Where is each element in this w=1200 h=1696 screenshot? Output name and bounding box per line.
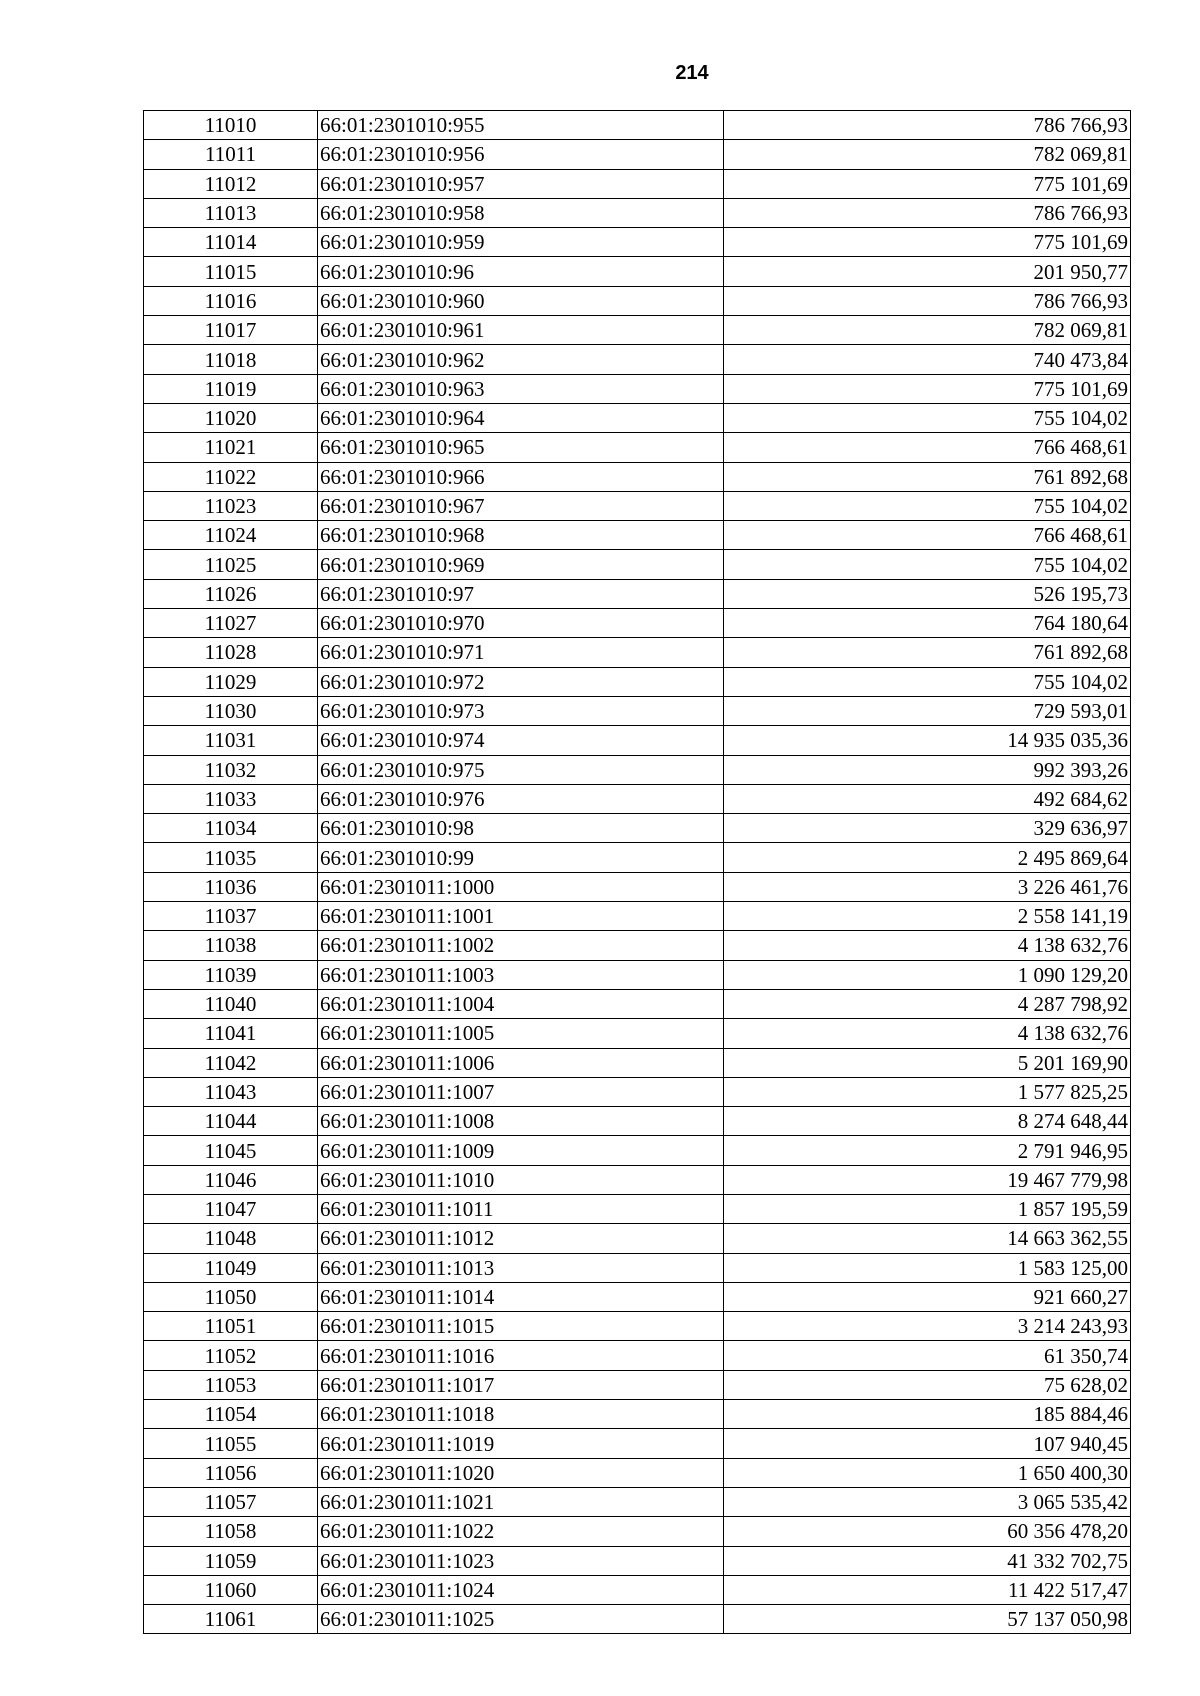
row-number-cell: 11042 — [144, 1048, 318, 1077]
cadastral-number-cell: 66:01:2301010:956 — [318, 140, 724, 169]
row-number-cell: 11011 — [144, 140, 318, 169]
cadastral-value-cell: 729 593,01 — [724, 696, 1131, 725]
table-row — [144, 579, 1131, 608]
cadastral-value-cell: 60 356 478,20 — [724, 1517, 1131, 1546]
cadastral-number-cell: 66:01:2301010:975 — [318, 755, 724, 784]
cadastral-number-cell: 66:01:2301011:1005 — [318, 1019, 724, 1048]
cadastral-number-cell: 66:01:2301010:970 — [318, 609, 724, 638]
cadastral-number-cell: 66:01:2301010:961 — [318, 316, 724, 345]
cadastral-value-cell: 755 104,02 — [724, 491, 1131, 520]
cadastral-number-cell: 66:01:2301011:1009 — [318, 1136, 724, 1165]
table-row — [144, 814, 1131, 843]
row-number-cell: 11021 — [144, 433, 318, 462]
table-row — [144, 843, 1131, 872]
cadastral-number-cell: 66:01:2301011:1008 — [318, 1107, 724, 1136]
row-number-cell: 11040 — [144, 989, 318, 1018]
cadastral-value-cell: 786 766,93 — [724, 111, 1131, 140]
table-row — [144, 1165, 1131, 1194]
cadastral-number-cell: 66:01:2301011:1018 — [318, 1400, 724, 1429]
table-row — [144, 1224, 1131, 1253]
table-row — [144, 286, 1131, 315]
table-row — [144, 902, 1131, 931]
cadastral-value-cell: 107 940,45 — [724, 1429, 1131, 1458]
cadastral-value-cell: 75 628,02 — [724, 1370, 1131, 1399]
cadastral-value-cell: 786 766,93 — [724, 198, 1131, 227]
cadastral-value-cell: 11 422 517,47 — [724, 1575, 1131, 1604]
cadastral-number-cell: 66:01:2301011:1007 — [318, 1077, 724, 1106]
cadastral-value-cell: 61 350,74 — [724, 1341, 1131, 1370]
table-row — [144, 755, 1131, 784]
row-number-cell: 11017 — [144, 316, 318, 345]
cadastral-number-cell: 66:01:2301010:964 — [318, 403, 724, 432]
cadastral-value-cell: 2 495 869,64 — [724, 843, 1131, 872]
cadastral-number-cell: 66:01:2301011:1024 — [318, 1575, 724, 1604]
table-row — [144, 1048, 1131, 1077]
cadastral-number-cell: 66:01:2301010:965 — [318, 433, 724, 462]
cadastral-value-cell: 992 393,26 — [724, 755, 1131, 784]
cadastral-number-cell: 66:01:2301011:1011 — [318, 1194, 724, 1223]
cadastral-value-cell: 8 274 648,44 — [724, 1107, 1131, 1136]
cadastral-value-cell: 1 650 400,30 — [724, 1458, 1131, 1487]
table-row — [144, 1312, 1131, 1341]
table-row — [144, 345, 1131, 374]
table-body — [144, 111, 1131, 1634]
table-row — [144, 784, 1131, 813]
cadastral-number-cell: 66:01:2301010:976 — [318, 784, 724, 813]
table-row — [144, 609, 1131, 638]
row-number-cell: 11032 — [144, 755, 318, 784]
row-number-cell: 11053 — [144, 1370, 318, 1399]
cadastral-number-cell: 66:01:2301010:959 — [318, 228, 724, 257]
cadastral-number-cell: 66:01:2301010:99 — [318, 843, 724, 872]
cadastral-value-cell: 740 473,84 — [724, 345, 1131, 374]
cadastral-number-cell: 66:01:2301011:1014 — [318, 1282, 724, 1311]
cadastral-number-cell: 66:01:2301011:1020 — [318, 1458, 724, 1487]
table-row — [144, 550, 1131, 579]
table-row — [144, 1282, 1131, 1311]
row-number-cell: 11051 — [144, 1312, 318, 1341]
row-number-cell: 11044 — [144, 1107, 318, 1136]
row-number-cell: 11045 — [144, 1136, 318, 1165]
cadastral-number-cell: 66:01:2301011:1000 — [318, 872, 724, 901]
row-number-cell: 11060 — [144, 1575, 318, 1604]
cadastral-number-cell: 66:01:2301010:957 — [318, 169, 724, 198]
cadastral-value-cell: 766 468,61 — [724, 433, 1131, 462]
table-row — [144, 1019, 1131, 1048]
table-row — [144, 1517, 1131, 1546]
table-row — [144, 403, 1131, 432]
cadastral-value-cell: 185 884,46 — [724, 1400, 1131, 1429]
cadastral-value-cell: 14 935 035,36 — [724, 726, 1131, 755]
table-row — [144, 726, 1131, 755]
row-number-cell: 11013 — [144, 198, 318, 227]
table-row — [144, 696, 1131, 725]
row-number-cell: 11047 — [144, 1194, 318, 1223]
cadastral-number-cell: 66:01:2301010:966 — [318, 462, 724, 491]
cadastral-number-cell: 66:01:2301011:1025 — [318, 1605, 724, 1634]
cadastral-value-cell: 1 583 125,00 — [724, 1253, 1131, 1282]
row-number-cell: 11018 — [144, 345, 318, 374]
cadastral-value-table — [143, 110, 1131, 1634]
cadastral-value-cell: 764 180,64 — [724, 609, 1131, 638]
row-number-cell: 11029 — [144, 667, 318, 696]
cadastral-value-cell: 4 287 798,92 — [724, 989, 1131, 1018]
row-number-cell: 11046 — [144, 1165, 318, 1194]
table-row — [144, 257, 1131, 286]
cadastral-value-cell: 329 636,97 — [724, 814, 1131, 843]
cadastral-number-cell: 66:01:2301011:1001 — [318, 902, 724, 931]
cadastral-number-cell: 66:01:2301011:1017 — [318, 1370, 724, 1399]
row-number-cell: 11055 — [144, 1429, 318, 1458]
table-row — [144, 1136, 1131, 1165]
cadastral-value-cell: 4 138 632,76 — [724, 931, 1131, 960]
row-number-cell: 11016 — [144, 286, 318, 315]
cadastral-number-cell: 66:01:2301010:96 — [318, 257, 724, 286]
table-row — [144, 228, 1131, 257]
cadastral-value-cell: 761 892,68 — [724, 638, 1131, 667]
table-row — [144, 433, 1131, 462]
row-number-cell: 11038 — [144, 931, 318, 960]
row-number-cell: 11012 — [144, 169, 318, 198]
cadastral-value-cell: 1 577 825,25 — [724, 1077, 1131, 1106]
table-row — [144, 140, 1131, 169]
cadastral-number-cell: 66:01:2301010:971 — [318, 638, 724, 667]
cadastral-value-cell: 775 101,69 — [724, 169, 1131, 198]
table-row — [144, 316, 1131, 345]
row-number-cell: 11061 — [144, 1605, 318, 1634]
cadastral-number-cell: 66:01:2301011:1003 — [318, 960, 724, 989]
cadastral-number-cell: 66:01:2301010:960 — [318, 286, 724, 315]
cadastral-number-cell: 66:01:2301011:1016 — [318, 1341, 724, 1370]
table-row — [144, 931, 1131, 960]
table-row — [144, 111, 1131, 140]
cadastral-number-cell: 66:01:2301011:1013 — [318, 1253, 724, 1282]
table-row — [144, 521, 1131, 550]
cadastral-value-cell: 3 065 535,42 — [724, 1487, 1131, 1516]
cadastral-number-cell: 66:01:2301010:969 — [318, 550, 724, 579]
cadastral-value-cell: 5 201 169,90 — [724, 1048, 1131, 1077]
cadastral-number-cell: 66:01:2301011:1010 — [318, 1165, 724, 1194]
row-number-cell: 11059 — [144, 1546, 318, 1575]
row-number-cell: 11033 — [144, 784, 318, 813]
cadastral-number-cell: 66:01:2301010:958 — [318, 198, 724, 227]
cadastral-number-cell: 66:01:2301010:97 — [318, 579, 724, 608]
row-number-cell: 11048 — [144, 1224, 318, 1253]
cadastral-value-cell: 782 069,81 — [724, 316, 1131, 345]
table-row — [144, 1400, 1131, 1429]
cadastral-value-cell: 201 950,77 — [724, 257, 1131, 286]
row-number-cell: 11041 — [144, 1019, 318, 1048]
row-number-cell: 11015 — [144, 257, 318, 286]
cadastral-number-cell: 66:01:2301011:1004 — [318, 989, 724, 1018]
cadastral-value-cell: 492 684,62 — [724, 784, 1131, 813]
cadastral-number-cell: 66:01:2301010:955 — [318, 111, 724, 140]
cadastral-value-cell: 2 558 141,19 — [724, 902, 1131, 931]
row-number-cell: 11019 — [144, 374, 318, 403]
row-number-cell: 11026 — [144, 579, 318, 608]
cadastral-number-cell: 66:01:2301011:1002 — [318, 931, 724, 960]
cadastral-number-cell: 66:01:2301010:974 — [318, 726, 724, 755]
row-number-cell: 11031 — [144, 726, 318, 755]
cadastral-number-cell: 66:01:2301010:973 — [318, 696, 724, 725]
table-row — [144, 1458, 1131, 1487]
row-number-cell: 11010 — [144, 111, 318, 140]
row-number-cell: 11035 — [144, 843, 318, 872]
table-row — [144, 1429, 1131, 1458]
table-row — [144, 989, 1131, 1018]
row-number-cell: 11034 — [144, 814, 318, 843]
table-row — [144, 1575, 1131, 1604]
table-row — [144, 1107, 1131, 1136]
row-number-cell: 11052 — [144, 1341, 318, 1370]
page-number: 214 — [675, 62, 709, 84]
cadastral-number-cell: 66:01:2301011:1019 — [318, 1429, 724, 1458]
row-number-cell: 11039 — [144, 960, 318, 989]
cadastral-value-cell: 921 660,27 — [724, 1282, 1131, 1311]
table-row — [144, 1546, 1131, 1575]
row-number-cell: 11058 — [144, 1517, 318, 1546]
table-row — [144, 169, 1131, 198]
row-number-cell: 11036 — [144, 872, 318, 901]
cadastral-value-cell: 1 090 129,20 — [724, 960, 1131, 989]
table-row — [144, 462, 1131, 491]
cadastral-value-cell: 526 195,73 — [724, 579, 1131, 608]
row-number-cell: 11027 — [144, 609, 318, 638]
cadastral-number-cell: 66:01:2301011:1012 — [318, 1224, 724, 1253]
table-row — [144, 1487, 1131, 1516]
cadastral-value-cell: 775 101,69 — [724, 374, 1131, 403]
table-row — [144, 872, 1131, 901]
cadastral-value-cell: 14 663 362,55 — [724, 1224, 1131, 1253]
cadastral-number-cell: 66:01:2301010:972 — [318, 667, 724, 696]
cadastral-value-cell: 766 468,61 — [724, 521, 1131, 550]
cadastral-value-cell: 775 101,69 — [724, 228, 1131, 257]
cadastral-value-cell: 755 104,02 — [724, 403, 1131, 432]
table-row — [144, 960, 1131, 989]
table-row — [144, 1605, 1131, 1634]
cadastral-value-cell: 3 226 461,76 — [724, 872, 1131, 901]
cadastral-value-cell: 2 791 946,95 — [724, 1136, 1131, 1165]
cadastral-value-cell: 755 104,02 — [724, 550, 1131, 579]
cadastral-value-cell: 19 467 779,98 — [724, 1165, 1131, 1194]
table-row — [144, 374, 1131, 403]
cadastral-number-cell: 66:01:2301011:1023 — [318, 1546, 724, 1575]
row-number-cell: 11049 — [144, 1253, 318, 1282]
table-row — [144, 638, 1131, 667]
row-number-cell: 11020 — [144, 403, 318, 432]
cadastral-number-cell: 66:01:2301010:98 — [318, 814, 724, 843]
row-number-cell: 11014 — [144, 228, 318, 257]
row-number-cell: 11043 — [144, 1077, 318, 1106]
table-row — [144, 198, 1131, 227]
cadastral-value-cell: 57 137 050,98 — [724, 1605, 1131, 1634]
cadastral-value-cell: 4 138 632,76 — [724, 1019, 1131, 1048]
row-number-cell: 11037 — [144, 902, 318, 931]
table-row — [144, 1341, 1131, 1370]
table-row — [144, 1370, 1131, 1399]
row-number-cell: 11057 — [144, 1487, 318, 1516]
row-number-cell: 11056 — [144, 1458, 318, 1487]
row-number-cell: 11028 — [144, 638, 318, 667]
row-number-cell: 11030 — [144, 696, 318, 725]
table-row — [144, 1194, 1131, 1223]
cadastral-value-cell: 755 104,02 — [724, 667, 1131, 696]
cadastral-number-cell: 66:01:2301011:1015 — [318, 1312, 724, 1341]
cadastral-number-cell: 66:01:2301011:1006 — [318, 1048, 724, 1077]
cadastral-number-cell: 66:01:2301010:968 — [318, 521, 724, 550]
cadastral-number-cell: 66:01:2301010:963 — [318, 374, 724, 403]
row-number-cell: 11050 — [144, 1282, 318, 1311]
cadastral-number-cell: 66:01:2301010:962 — [318, 345, 724, 374]
table-row — [144, 1253, 1131, 1282]
table-row — [144, 667, 1131, 696]
cadastral-value-cell: 1 857 195,59 — [724, 1194, 1131, 1223]
table-row — [144, 491, 1131, 520]
cadastral-number-cell: 66:01:2301011:1021 — [318, 1487, 724, 1516]
row-number-cell: 11023 — [144, 491, 318, 520]
cadastral-value-cell: 782 069,81 — [724, 140, 1131, 169]
cadastral-number-cell: 66:01:2301011:1022 — [318, 1517, 724, 1546]
cadastral-value-cell: 786 766,93 — [724, 286, 1131, 315]
table-row — [144, 1077, 1131, 1106]
row-number-cell: 11022 — [144, 462, 318, 491]
cadastral-number-cell: 66:01:2301010:967 — [318, 491, 724, 520]
cadastral-value-cell: 41 332 702,75 — [724, 1546, 1131, 1575]
row-number-cell: 11024 — [144, 521, 318, 550]
cadastral-value-cell: 761 892,68 — [724, 462, 1131, 491]
row-number-cell: 11025 — [144, 550, 318, 579]
cadastral-value-cell: 3 214 243,93 — [724, 1312, 1131, 1341]
row-number-cell: 11054 — [144, 1400, 318, 1429]
